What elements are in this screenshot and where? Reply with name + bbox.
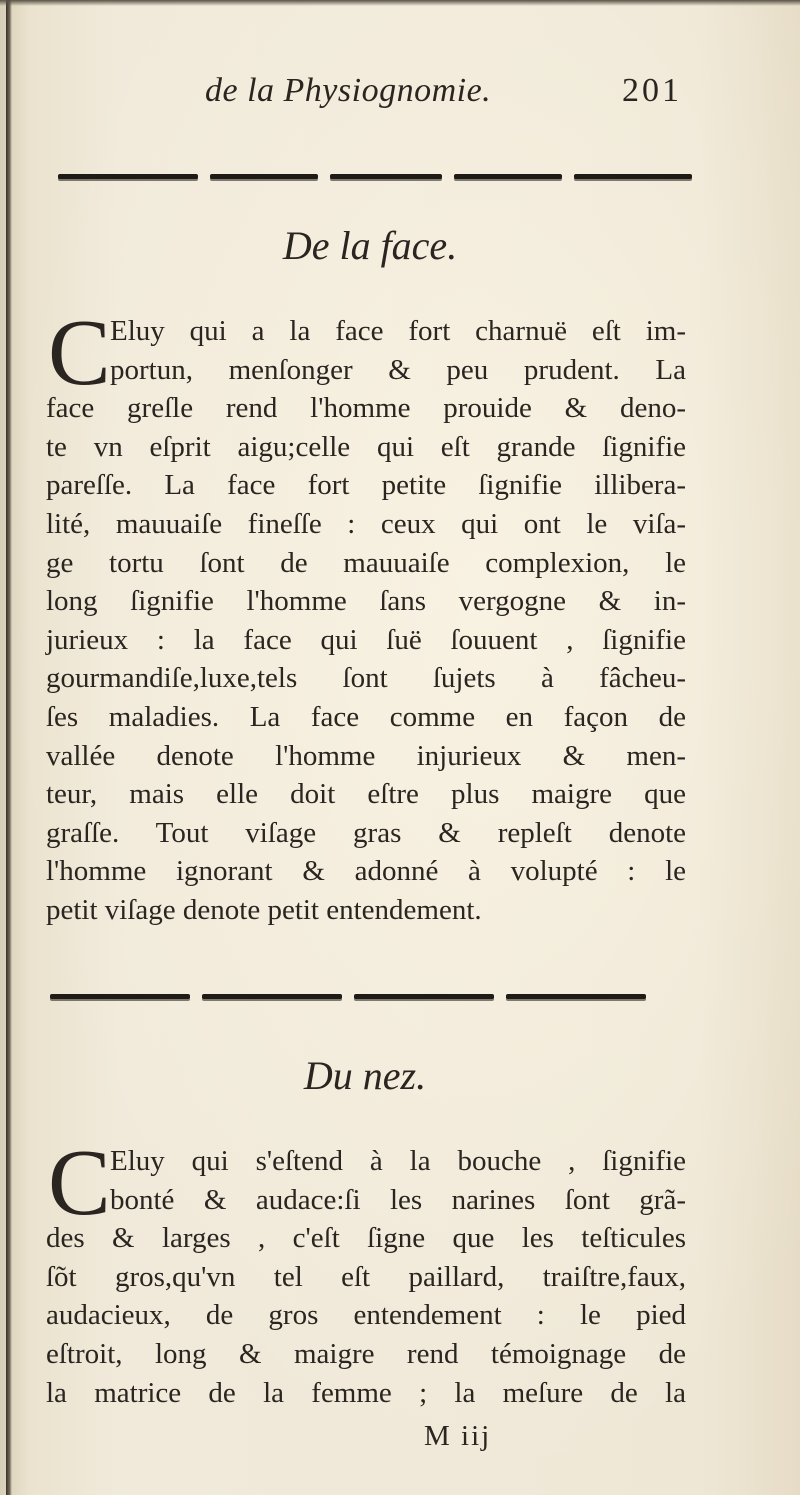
- ornament-rule-middle: [50, 990, 656, 1002]
- drop-cap: C: [48, 301, 111, 405]
- section-body-face: [46, 301, 686, 930]
- text-line: vallée denote l'homme injurieux & men-: [46, 739, 686, 772]
- text-line: ſõt gros,qu'vn tel eſt paillard, traiſtre,faux,: [46, 1260, 686, 1293]
- text-line: Eluy qui a la face fort charnuë eſt im-: [110, 315, 686, 347]
- text-line: face greſle rend l'homme prouide & deno-: [46, 392, 686, 425]
- page-top-edge: [0, 0, 800, 6]
- text-line: des & larges , c'eſt ſigne que les teſticules: [46, 1222, 686, 1255]
- text-line: graſſe. Tout viſage gras & repleſt denote: [46, 816, 686, 849]
- text-line: jurieux : la face qui ſuë ſouuent , ſignifie: [46, 623, 686, 656]
- text-line: l'homme ignorant & adonné à volupté : le: [46, 855, 686, 888]
- text-line: gourmandiſe,luxe,tels ſont ſujets à fâcheu-: [46, 662, 686, 695]
- text-line: pareſſe. La face fort petite ſignifie illibera-: [46, 469, 686, 502]
- drop-cap: C: [48, 1131, 111, 1235]
- section-heading-nose: Du nez.: [303, 1053, 427, 1098]
- text-line: bonté & audace:ſi les narines ſont grã-: [110, 1183, 686, 1216]
- running-head-title: de la Physiognomie.: [205, 72, 492, 109]
- text-line: la matrice de la femme ; la meſure de la: [46, 1376, 686, 1409]
- text-line: te vn eſprit aigu;celle qui eſt grande ſignifie: [46, 430, 686, 463]
- text-line: teur, mais elle doit eſtre plus maigre que: [46, 778, 686, 811]
- section-heading-face: De la face.: [282, 223, 458, 268]
- text-line: eſtroit, long & maigre rend témoignage de: [46, 1337, 686, 1370]
- text-line: Eluy qui s'eſtend à la bouche , ſignifie: [110, 1145, 686, 1177]
- text-line: lité, mauuaiſe fineſſe : ceux qui ont le viſa-: [46, 507, 686, 540]
- signature-mark: M iij: [424, 1420, 492, 1452]
- text-line: petit viſage denote petit entendement.: [46, 893, 482, 926]
- text-line: ge tortu ſont de mauuaiſe complexion, le: [46, 546, 686, 579]
- section-body-nose: [46, 1131, 686, 1412]
- text-line: audacieux, de gros entendement : le pied: [46, 1299, 686, 1332]
- ornament-rule-top: [58, 170, 692, 182]
- text-line: portun, menſonger & peu prudent. La: [110, 353, 686, 386]
- text-line: long ſignifie l'homme ſans vergogne & in-: [46, 585, 686, 618]
- page-number: 201: [622, 72, 682, 109]
- text-line: ſes maladies. La face comme en façon de: [46, 700, 686, 733]
